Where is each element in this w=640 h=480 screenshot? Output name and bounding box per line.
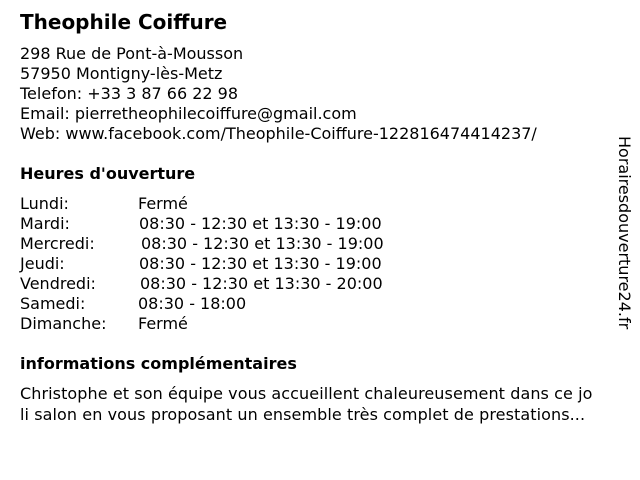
day-label: Jeudi: — [20, 254, 65, 273]
info-description — [20, 383, 632, 425]
info-line-1: Christophe et son équipe vous accueillent chaleureusement dans ce jo — [20, 384, 593, 403]
site-watermark — [602, 136, 640, 350]
day-label: Mardi: — [20, 214, 70, 233]
day-label: Dimanche: — [20, 314, 107, 333]
day-hours: 08:30 - 12:30 et 13:30 - 20:00 — [140, 274, 383, 293]
day-hours: Fermé — [138, 314, 188, 333]
info-line-2: li salon en vous proposant un ensemble très complet de prestations... — [20, 405, 586, 424]
address-city: 57950 Montigny-lès-Metz — [20, 64, 223, 83]
hours-heading: Heures d'ouverture — [20, 164, 196, 183]
day-label: Samedi: — [20, 294, 86, 313]
day-hours: 08:30 - 12:30 et 13:30 - 19:00 — [139, 254, 382, 273]
day-hours: 08:30 - 12:30 et 13:30 - 19:00 — [141, 234, 384, 253]
info-heading: informations complémentaires — [20, 354, 297, 373]
day-hours: Fermé — [138, 194, 188, 213]
day-hours: 08:30 - 18:00 — [138, 294, 247, 313]
email-line: Email: pierretheophilecoiffure@gmail.com — [20, 104, 357, 123]
watermark-text: Horairesdouverture24.fr — [615, 136, 634, 330]
web-line: Web: www.facebook.com/Theophile-Coiffure-122816474414237/ — [20, 124, 537, 143]
day-hours: 08:30 - 12:30 et 13:30 - 19:00 — [139, 214, 382, 233]
day-label: Vendredi: — [20, 274, 96, 293]
day-label: Mercredi: — [20, 234, 95, 253]
address-street: 298 Rue de Pont-à-Mousson — [20, 44, 244, 63]
business-name: Theophile Coiffure — [20, 10, 228, 34]
phone-line: Telefon: +33 3 87 66 22 98 — [20, 84, 239, 103]
day-label: Lundi: — [20, 194, 69, 213]
contact-block — [20, 44, 537, 144]
